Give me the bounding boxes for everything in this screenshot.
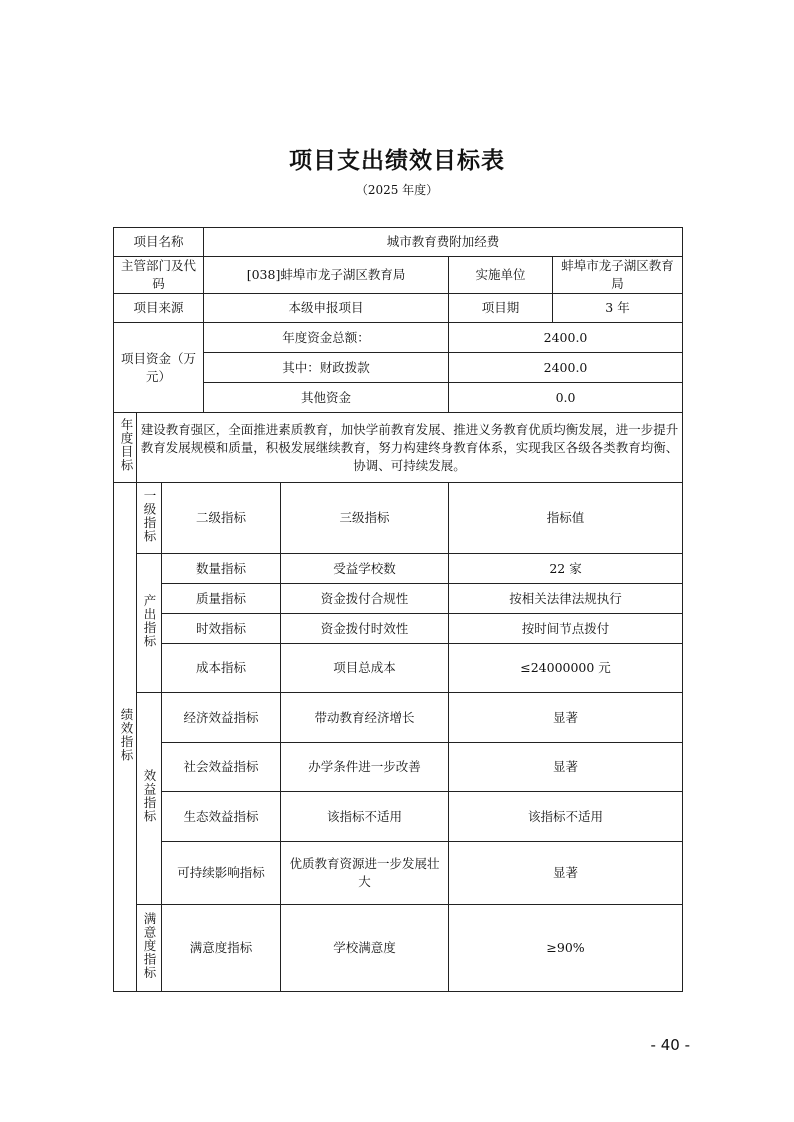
- table-row: [114, 554, 683, 584]
- row-department: [114, 257, 683, 294]
- level2-cell: 可持续影响指标: [162, 842, 281, 905]
- department-value: [038]蚌埠市龙子湖区教育局: [204, 257, 449, 294]
- level3-cell: 资金拨付时效性: [281, 614, 449, 644]
- value-cell: 按时间节点拨付: [449, 614, 683, 644]
- level1-header: 一级指标: [137, 483, 162, 554]
- satisfaction-indicators-label: 满意度指标: [137, 905, 162, 992]
- level2-header: 二级指标: [162, 483, 281, 554]
- annual-goal-label: 年度目标: [114, 413, 137, 483]
- value-cell: 该指标不适用: [449, 792, 683, 842]
- value-cell: 22 家: [449, 554, 683, 584]
- level3-cell: 优质教育资源进一步发展壮大: [281, 842, 449, 905]
- row-annual-goal: [114, 413, 683, 483]
- page-subtitle: （2025 年度）: [355, 183, 439, 197]
- level3-cell: 受益学校数: [281, 554, 449, 584]
- table-row: [114, 644, 683, 693]
- project-name-label: 项目名称: [114, 228, 204, 257]
- annual-goal-text: 建设教育强区，全面推进素质教育，加快学前教育发展、推进义务教育优质均衡发展，进一步提升教育发展规模和质量，积极发展继续教育，努力构建终身教育体系，实现我区各级各类教育均衡、协调、可持续发展。: [137, 413, 683, 483]
- level2-cell: 时效指标: [162, 614, 281, 644]
- level2-cell: 生态效益指标: [162, 792, 281, 842]
- funds-label: 项目资金（万元）: [114, 323, 204, 413]
- table-row: [114, 693, 683, 743]
- row-source: [114, 294, 683, 323]
- row-project-name: [114, 228, 683, 257]
- table-row: [114, 584, 683, 614]
- level2-cell: 满意度指标: [162, 905, 281, 992]
- level3-cell: 学校满意度: [281, 905, 449, 992]
- page-number: - 40 -: [650, 1036, 690, 1054]
- value-cell: 显著: [449, 743, 683, 792]
- project-name-value: 城市教育费附加经费: [204, 228, 683, 257]
- value-cell: 按相关法律法规执行: [449, 584, 683, 614]
- level2-cell: 社会效益指标: [162, 743, 281, 792]
- value-cell: 显著: [449, 693, 683, 743]
- table-row: [114, 614, 683, 644]
- level3-cell: 办学条件进一步改善: [281, 743, 449, 792]
- value-header: 指标值: [449, 483, 683, 554]
- level2-cell: 数量指标: [162, 554, 281, 584]
- row-funds-total: [114, 323, 683, 353]
- level2-cell: 成本指标: [162, 644, 281, 693]
- funds-total-value: 2400.0: [449, 323, 683, 353]
- level3-cell: 项目总成本: [281, 644, 449, 693]
- funds-fiscal-label: 其中：财政拨款: [204, 353, 449, 383]
- level2-cell: 经济效益指标: [162, 693, 281, 743]
- department-label: 主管部门及代码: [114, 257, 204, 294]
- page-title: 项目支出绩效目标表: [289, 148, 505, 174]
- row-indicator-headers: [114, 483, 683, 554]
- project-period-label: 项目期: [449, 294, 553, 323]
- table-row: [114, 842, 683, 905]
- performance-table: [113, 227, 683, 992]
- project-source-label: 项目来源: [114, 294, 204, 323]
- value-cell: ≤24000000 元: [449, 644, 683, 693]
- funds-other-value: 0.0: [449, 383, 683, 413]
- project-source-value: 本级申报项目: [204, 294, 449, 323]
- performance-indicators-label: 绩效指标: [114, 483, 137, 992]
- value-cell: ≥90%: [449, 905, 683, 992]
- project-period-value: 3 年: [553, 294, 683, 323]
- funds-total-label: 年度资金总额：: [204, 323, 449, 353]
- table-row: [114, 792, 683, 842]
- funds-other-label: 其他资金: [204, 383, 449, 413]
- funds-fiscal-value: 2400.0: [449, 353, 683, 383]
- implementing-unit-value: 蚌埠市龙子湖区教育局: [553, 257, 683, 294]
- value-cell: 显著: [449, 842, 683, 905]
- level3-header: 三级指标: [281, 483, 449, 554]
- level3-cell: 该指标不适用: [281, 792, 449, 842]
- implementing-unit-label: 实施单位: [449, 257, 553, 294]
- effect-indicators-label: 效益指标: [137, 693, 162, 905]
- table-row: [114, 905, 683, 992]
- output-indicators-label: 产出指标: [137, 554, 162, 693]
- level3-cell: 资金拨付合规性: [281, 584, 449, 614]
- level2-cell: 质量指标: [162, 584, 281, 614]
- level3-cell: 带动教育经济增长: [281, 693, 449, 743]
- table-row: [114, 743, 683, 792]
